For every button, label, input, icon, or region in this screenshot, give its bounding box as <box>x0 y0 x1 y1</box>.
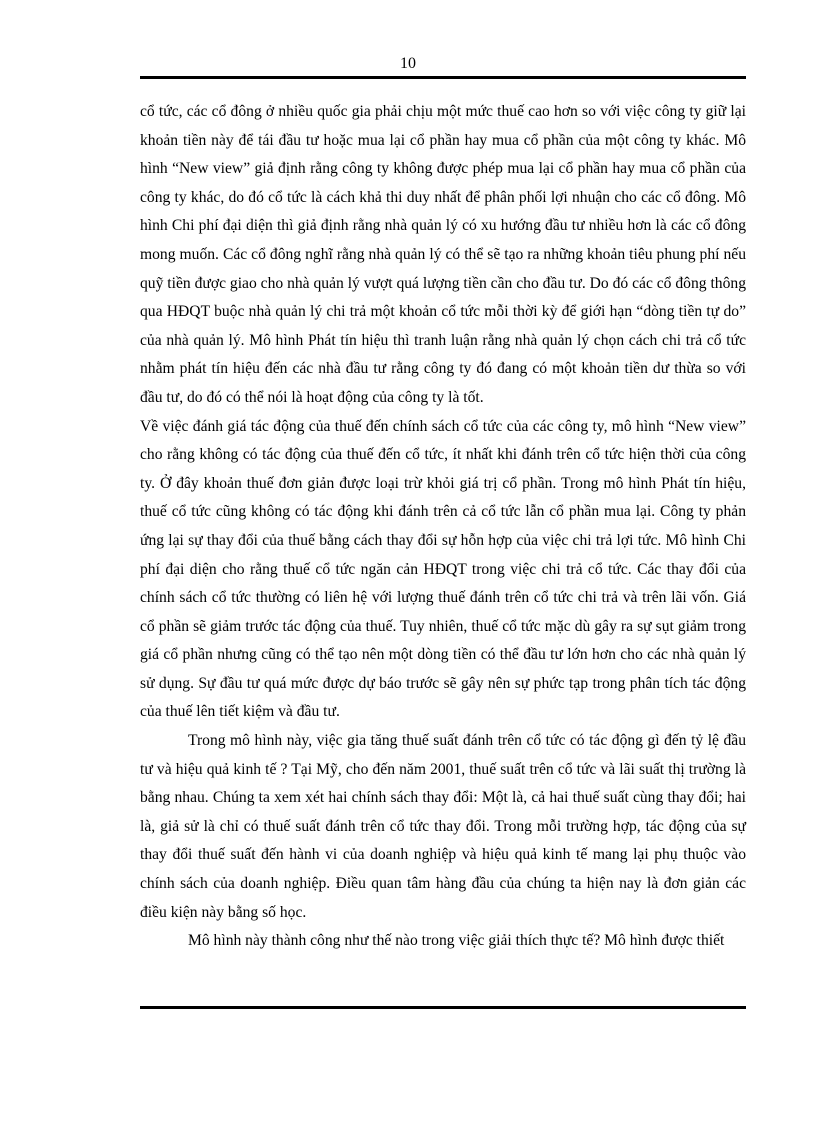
paragraph-2: Về việc đánh giá tác động của thuế đến chính sách cổ tức của các công ty, mô hình “New view” cho rằng không có tác động của thuế đến cổ tức, ít nhất khi đánh trên cổ tức hiện thời của công ty. Ở đây khoản thuế đơn giản được loại trừ khỏi giá trị cổ phần. Trong mô hình Phát tín hiệu, thuế cổ tức cũng không có tác động khi đánh trên cả cổ tức lẫn cổ phần mua lại. Công ty phản ứng lại sự thay đổi của thuế bằng cách thay đổi sự hỗn hợp của việc chi trả lợi tức. Mô hình Chi phí đại diện cho rằng thuế cổ tức ngăn cản HĐQT trong việc chi trả cổ tức. Các thay đổi của chính sách cổ tức thường có liên hệ với lượng thuế đánh trên cổ tức chi trả và trên lãi vốn. Giá cổ phần sẽ giảm trước tác động của thuế. Tuy nhiên, thuế cổ tức mặc dù gây ra sự sụt giảm trong giá cổ phần nhưng cũng có thể tạo nên một dòng tiền có thể đầu tư lớn hơn cho các nhà quản lý sử dụng. Sự đầu tư quá mức được dự báo trước sẽ gây nên sự phức tạp trong phân tích tác động của thuế lên tiết kiệm và đầu tư. <box>140 417 746 721</box>
body-text <box>140 98 746 956</box>
page-number: 10 <box>400 55 416 72</box>
paragraph-3: Trong mô hình này, việc gia tăng thuế suất đánh trên cổ tức có tác động gì đến tỷ lệ đầu tư và hiệu quả kinh tế ? Tại Mỹ, cho đến năm 2001, thuế suất trên cổ tức và lãi suất thị trường là bằng nhau. Chúng ta xem xét hai chính sách thay đổi: Một là, cả hai thuế suất cùng thay đổi; hai là, giả sử là chỉ có thuế suất đánh trên cổ tức thay đổi. Trong mỗi trường hợp, tác động của sự thay đổi thuế suất đến hành vi của doanh nghiệp và hiệu quả kinh tế mang lại phụ thuộc vào chính sách của doanh nghiệp. Điều quan tâm hàng đầu của chúng ta hiện nay là đơn giản các điều kiện này bằng số học. <box>140 732 746 921</box>
header-rule <box>140 76 746 79</box>
footer-rule <box>140 1006 746 1009</box>
paragraph-4: Mô hình này thành công như thế nào trong việc giải thích thực tế? Mô hình được thiết <box>188 932 725 950</box>
paragraph-1: cổ tức, các cổ đông ở nhiều quốc gia phải chịu một mức thuế cao hơn so với việc công ty giữ lại khoản tiền này để tái đầu tư hoặc mua lại cổ phần hay mua cổ phần của một công ty khác. Mô hình “New view” giả định rằng công ty không được phép mua lại cổ phần hay mua cổ phần của công ty khác, do đó cổ tức là cách khả thi duy nhất để phân phối lợi nhuận cho các cổ đông. Mô hình Chi phí đại diện thì giả định rằng nhà quản lý có xu hướng đầu tư nhiều hơn là các cổ đông mong muốn. Các cổ đông nghĩ rằng nhà quản lý có thể sẽ tạo ra những khoản tiêu phung phí nếu quỹ tiền được giao cho nhà quản lý vượt quá lượng tiền cần cho đầu tư. Do đó các cổ đông thông qua HĐQT buộc nhà quản lý chi trả một khoản cổ tức mỗi thời kỳ để giới hạn “dòng tiền tự do” của nhà quản lý. Mô hình Phát tín hiệu thì tranh luận rằng nhà quản lý chọn cách chi trả cổ tức nhằm phát tín hiệu đến các nhà đầu tư rằng công ty đó đang có một khoản tiền dư thừa so với đầu tư, do đó có thể nói là hoạt động của công ty là tốt. <box>140 103 746 406</box>
